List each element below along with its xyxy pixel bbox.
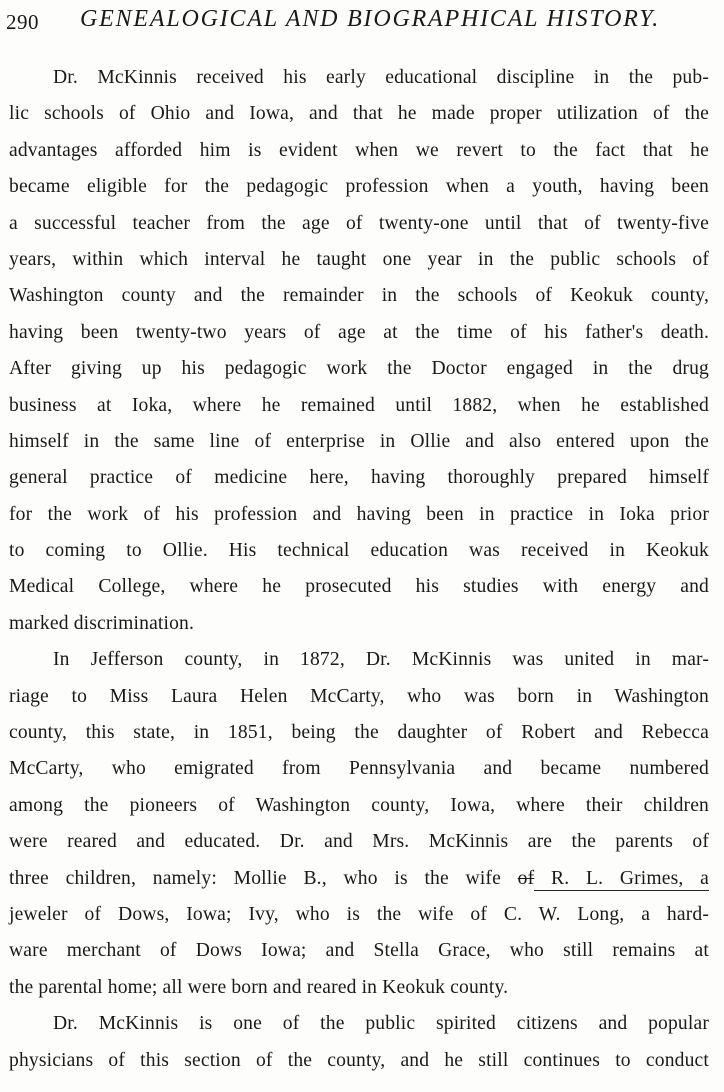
paragraph	[9, 1006, 709, 1079]
text-line: himself in the same line of enterprise in Ollie and also entered upon the	[9, 430, 709, 452]
text-line: ware merchant of Dows Iowa; and Stella Grace, who still remains at	[9, 940, 709, 962]
running-title: GENEALOGICAL AND BIOGRAPHICAL HISTORY.	[80, 6, 661, 32]
text-line: years, within which interval he taught one year in the public schools of	[9, 248, 709, 270]
text-line: having been twenty-two years of age at the time of his father's death.	[9, 321, 709, 343]
text-line: advantages afforded him is evident when we revert to the fact that he	[9, 139, 709, 161]
text-line: the parental home; all were born and reared in Keokuk county.	[9, 976, 509, 998]
text-line: a successful teacher from the age of twenty-one until that of twenty-five	[9, 212, 709, 234]
text-line: Medical College, where he prosecuted his studies with energy and	[9, 576, 709, 598]
text-line: among the pioneers of Washington county, Iowa, where their children	[9, 794, 709, 816]
text-line: county, this state, in 1851, being the daughter of Robert and Rebecca	[9, 722, 709, 744]
text-line: for the work of his profession and having been in practice in Ioka prior	[9, 503, 709, 525]
line-text: three children, namely: Mollie B., who is the wife	[9, 867, 518, 889]
body-text	[9, 60, 709, 1079]
text-line: lic schools of Ohio and Iowa, and that he made proper utilization of the	[9, 103, 709, 125]
text-line: McCarty, who emigrated from Pennsylvania and became numbered	[9, 758, 709, 780]
handwritten-underline-text: R. L. Grimes, a	[534, 867, 709, 889]
paragraph	[9, 642, 709, 1006]
page-header	[6, 4, 706, 36]
text-line: business at Ioka, where he remained until 1882, when he established	[9, 394, 709, 416]
text-line: physicians of this section of the county, and he still continues to conduct	[9, 1049, 709, 1071]
text-line: to coming to Ollie. His technical education was received in Keokuk	[9, 540, 709, 562]
struck-through-word: of	[517, 867, 535, 889]
page-number: 290	[6, 10, 39, 34]
text-line: general practice of medicine here, having thoroughly prepared himself	[9, 467, 709, 489]
text-line: riage to Miss Laura Helen McCarty, who was born in Washington	[9, 685, 709, 707]
text-line-annotated	[9, 861, 709, 897]
text-line: marked discrimination.	[9, 612, 195, 634]
text-line: were reared and educated. Dr. and Mrs. McKinnis are the parents of	[9, 831, 709, 853]
text-line: Washington county and the remainder in the schools of Keokuk county,	[9, 285, 709, 307]
text-line: jeweler of Dows, Iowa; Ivy, who is the wife of C. W. Long, a hard-	[9, 903, 709, 925]
paragraph	[9, 60, 709, 642]
text-line: In Jefferson county, in 1872, Dr. McKinnis was united in mar-	[53, 649, 709, 671]
text-line: Dr. McKinnis is one of the public spirited citizens and popular	[53, 1013, 709, 1035]
text-line: After giving up his pedagogic work the Doctor engaged in the drug	[9, 358, 709, 380]
text-line: Dr. McKinnis received his early educational discipline in the pub-	[53, 67, 709, 88]
text-line: became eligible for the pedagogic profession when a youth, having been	[9, 176, 709, 198]
